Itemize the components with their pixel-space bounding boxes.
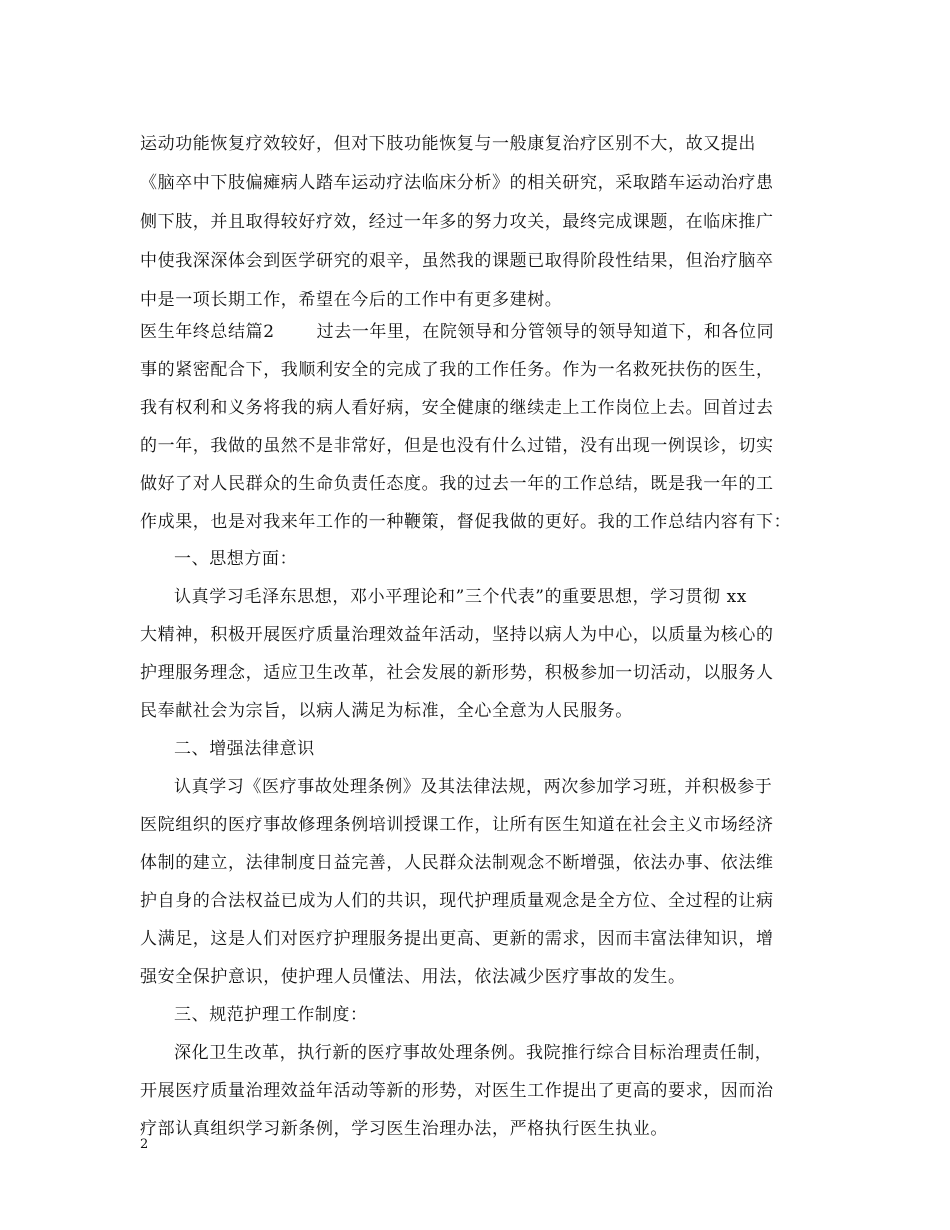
text-line: 运动功能恢复疗效较好，但对下肢功能恢复与一般康复治疗区别不大，故又提出 [140, 134, 756, 154]
text-line: 深化卫生改革，执行新的医疗事故处理条例。我院推行综合目标治理责任制， [174, 1043, 773, 1063]
subheading-system: 三、规范护理工作制度： [174, 1005, 368, 1025]
text-line: 侧下肢，并且取得较好疗效，经过一年多的努力攻关，最终完成课题，在临床推广 [140, 212, 774, 232]
section-heading: 医生年终总结篇2 [140, 322, 275, 342]
section-heading-line [140, 321, 774, 343]
text-line: 《脑卒中下肢偏瘫病人踏车运动疗法临床分析》的相关研究，采取踏车运动治疗患 [140, 173, 774, 193]
text-line: 体制的建立，法律制度日益完善，人民群众法制观念不断增强，依法办事、依法维 [140, 853, 774, 873]
text-line: 民奉献社会为宗旨，以病人满足为标准，全心全意为人民服务。 [140, 701, 633, 721]
text-line: 的一年，我做的虽然不是非常好，但是也没有什么过错，没有出现一例误诊，切实 [140, 436, 774, 456]
paragraph-start: 过去一年里，在院领导和分管领导的领导知道下，和各位同 [316, 322, 775, 342]
text-line: 人满足，这是人们对医疗护理服务提出更高、更新的需求，因而丰富法律知识，增 [140, 929, 774, 949]
text-line: 开展医疗质量治理效益年活动等新的形势，对医生工作提出了更高的要求，因而治 [140, 1081, 774, 1101]
text-line: 中使我深深体会到医学研究的艰辛，虽然我的课题已取得阶段性结果，但治疗脑卒 [140, 251, 774, 271]
text-line: 做好了对人民群众的生命负责任态度。我的过去一年的工作总结，既是我一年的工 [140, 474, 774, 494]
text-line: 大精神，积极开展医疗质量治理效益年活动，坚持以病人为中心，以质量为核心的 [140, 625, 774, 645]
text-line: 疗部认真组织学习新条例，学习医生治理办法，严格执行医生执业。 [140, 1119, 668, 1139]
text-line: 我有权利和义务将我的病人看好病，安全健康的继续走上工作岗位上去。回首过去 [140, 398, 774, 418]
text-line: 认真学习毛泽东思想，邓小平理论和”三个代表”的重要思想，学习贯彻 xx [174, 587, 747, 607]
subheading-law: 二、增强法律意识 [174, 739, 315, 759]
page-number: 2 [140, 1137, 149, 1152]
text-line: 护理服务理念，适应卫生改革，社会发展的新形势，积极参加一切活动，以服务人 [140, 663, 774, 683]
text-line: 医院组织的医疗事故修理条例培训授课工作，让所有医生知道在社会主义市场经济 [140, 815, 774, 835]
text-line: 强安全保护意识，使护理人员懂法、用法，依法减少医疗事故的发生。 [140, 967, 686, 987]
text-line: 中是一项长期工作，希望在今后的工作中有更多建树。 [140, 290, 563, 310]
text-line: 作成果，也是对我来年工作的一种鞭策，督促我做的更好。我的工作总结内容有下： [140, 512, 792, 532]
text-line: 护自身的合法权益已成为人们的共识，现代护理质量观念是全方位、全过程的让病 [140, 891, 774, 911]
text-line: 认真学习《医疗事故处理条例》及其法律法规，两次参加学习班，并积极参于 [174, 777, 773, 797]
subheading-thought: 一、思想方面： [174, 549, 298, 569]
text-line: 事的紧密配合下，我顺利安全的完成了我的工作任务。作为一名救死扶伤的医生， [140, 360, 774, 380]
